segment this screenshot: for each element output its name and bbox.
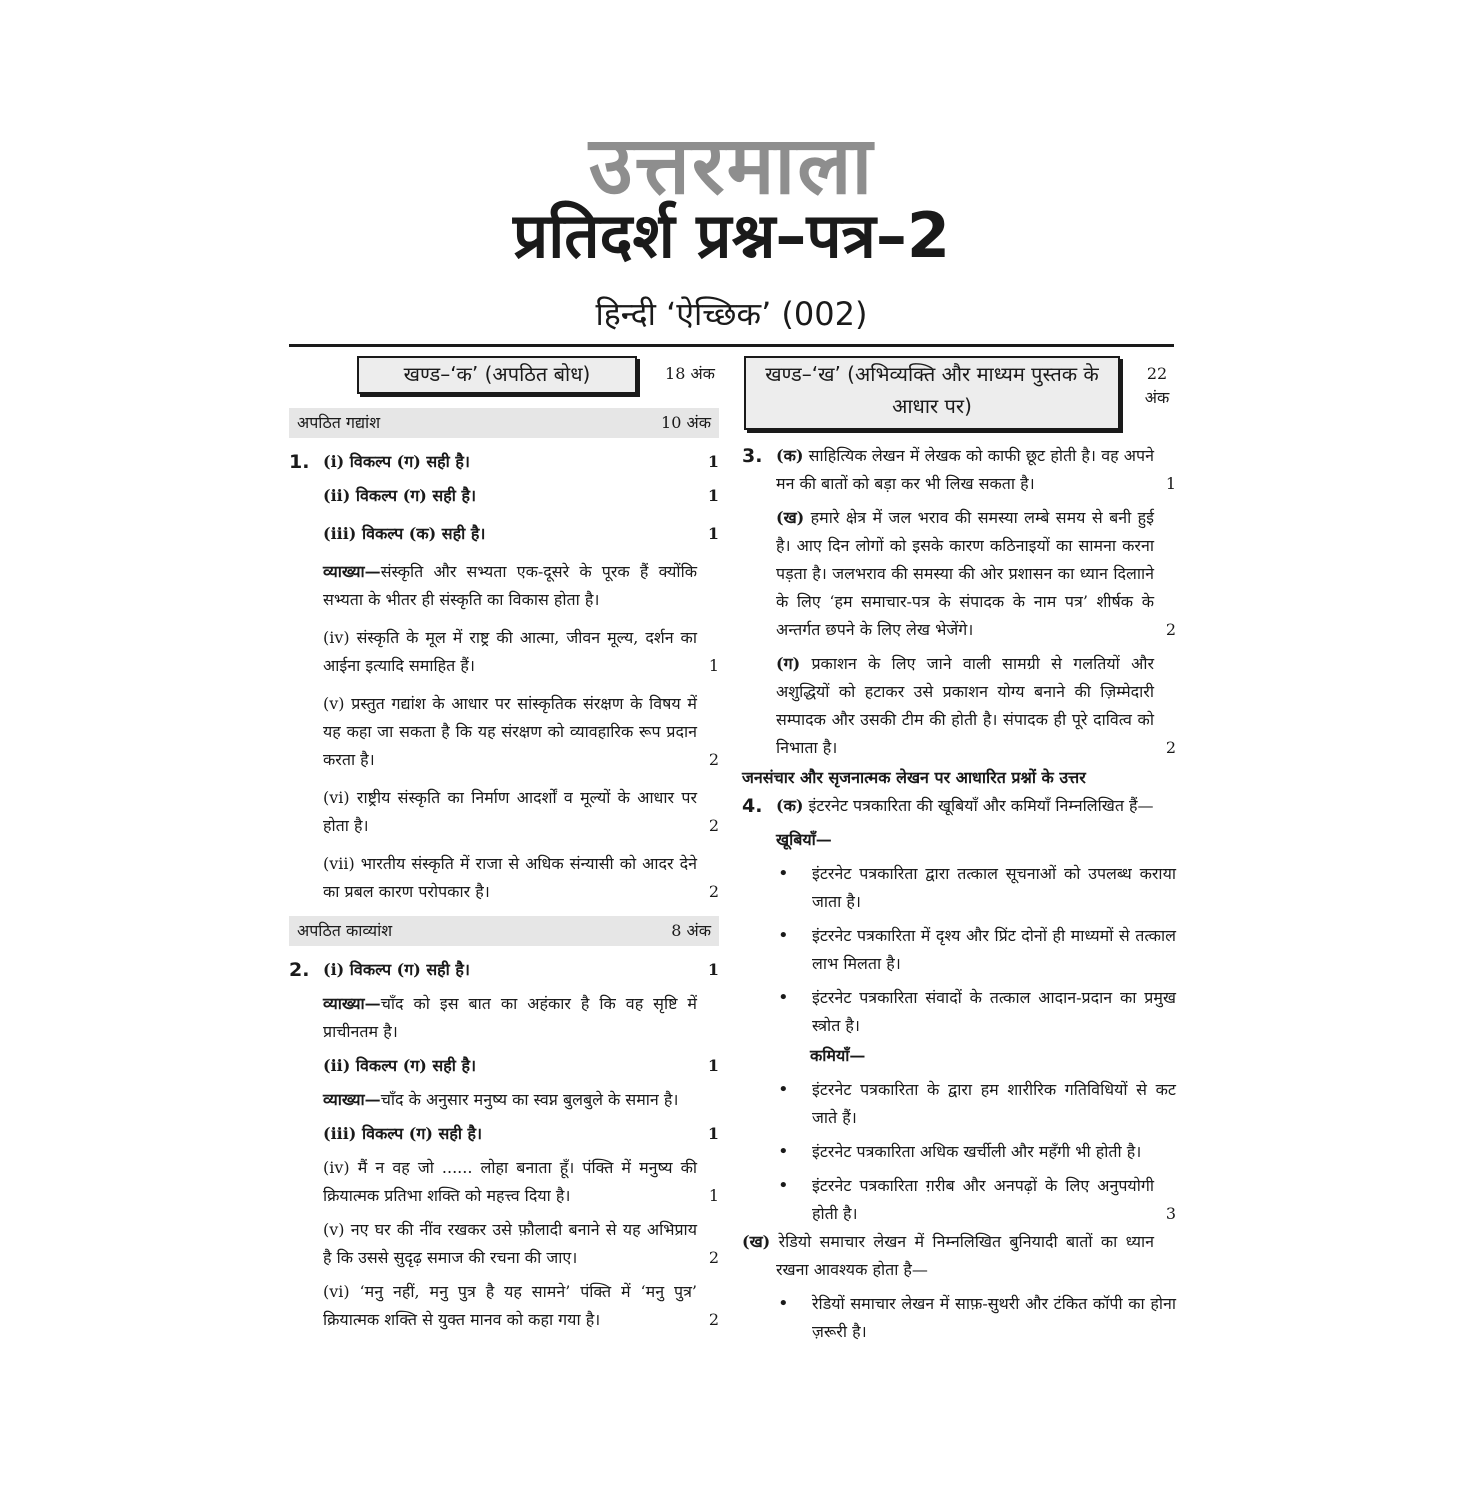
page-title: उत्तरमाला (588, 119, 875, 212)
bullet-icon: • (778, 1079, 789, 1100)
list-item: • इंटरनेट पत्रकारिता द्वारा तत्काल सूचनाओं को उपलब्ध कराया जाता है। (776, 860, 1176, 916)
answer-line: (vi) राष्ट्रीय संस्कृति का निर्माण आदर्शों व मूल्यों के आधार पर होता है। 2 (323, 784, 719, 840)
section-a-title: खण्ड–‘क’ (अपठित बोध) (357, 356, 637, 394)
marks: 2 (1165, 738, 1176, 757)
unseen-poem-band (289, 916, 719, 946)
pros-list (742, 860, 1176, 1040)
bullet-icon: • (778, 987, 789, 1008)
marks: 1 (707, 1124, 719, 1143)
answer-part: (ख) हमारे क्षेत्र में जल भराव की समस्या लम्बे समय से बनी हुई है। आए दिन लोगों को इसके कारण कठिनाइयों का सामना करना पड़ता है। जलभराव की समस्या की ओर प्रशासन का ध्यान दिलााने के लिए ‘हम समाचार-पत्र के संपादक के नाम पत्र’ शीर्षक के अन्तर्गत छपने के लिए लेख भेजेंगे। 2 (776, 504, 1176, 644)
question-number: 3. (742, 445, 763, 467)
section-b-marks: 22 अंक (1144, 364, 1170, 407)
left-column (289, 350, 719, 1334)
marks: 1 (708, 656, 719, 675)
answer-line: (v) प्रस्तुत गद्यांश के आधार पर सांस्कृतिक संरक्षण के विषय में यह कहा जा सकता है कि यह संरक्षण को व्यावहारिक रूप प्रदान करता है। 2 (323, 690, 719, 774)
marks: 1 (708, 1186, 719, 1205)
answer-line: (ii) विकल्प (ग) सही है। 1 (323, 1052, 719, 1080)
bullet-icon: • (778, 863, 789, 884)
section-b-title: खण्ड–‘ख’ (अभिव्यक्ति और माध्यम पुस्तक के आधार पर) (744, 356, 1120, 430)
right-column (742, 350, 1176, 1346)
marks: 2 (708, 1248, 719, 1267)
marks: 2 (708, 1310, 719, 1329)
section-a-header (289, 350, 719, 406)
explanation: व्याख्या—चाँद के अनुसार मनुष्य का स्वप्न बुलबुले के समान है। (323, 1090, 679, 1109)
list-item: • रेडियों समाचार लेखन में साफ़-सुथरी और टंकित कॉपी का होना ज़रूरी है। (776, 1290, 1176, 1346)
answer-part: (ख) रेडियो समाचार लेखन में निम्नलिखित बुनियादी बातों का ध्यान रखना आवश्यक होता है— (742, 1232, 1154, 1279)
band-label: अपठित काव्यांश (297, 921, 393, 940)
section-heading: जनसंचार और सृजनात्मक लेखन पर आधारित प्रश्नों के उत्तर (742, 768, 1086, 787)
answer-line: (iv) संस्कृति के मूल में राष्ट्र की आत्मा, जीवन मूल्य, दर्शन का आईना इत्यादि समाहित हैं। 1 (323, 624, 719, 680)
question-number: 1. (289, 451, 310, 473)
answer-line: (iv) मैं न वह जो ...... लोहा बनाता हूँ। पंक्ति में मनुष्य की क्रियात्मक प्रतिभा शक्ति को महत्त्व दिया है। 1 (323, 1154, 719, 1210)
question-number: 2. (289, 959, 310, 981)
bullet-icon: • (778, 1175, 789, 1196)
question-4 (742, 792, 1176, 820)
pros-heading: खूबियाँ— (776, 830, 832, 849)
marks: 1 (707, 1056, 719, 1075)
unseen-prose-band (289, 408, 719, 438)
section-a-marks: 18 अंक (665, 364, 715, 383)
radio-list (742, 1290, 1176, 1346)
cons-list (742, 1076, 1176, 1228)
question-2 (289, 956, 719, 1334)
band-marks: 8 अंक (671, 921, 711, 940)
subject-title: हिन्दी ‘ऐच्छिक’ (002) (595, 295, 868, 333)
band-marks: 10 अंक (661, 413, 711, 432)
marks: 1 (707, 486, 719, 505)
page-subtitle: प्रतिदर्श प्रश्न–पत्र–2 (512, 199, 951, 272)
explanation: व्याख्या—संस्कृति और सभ्यता एक-दूसरे के पूरक हैं क्योंकि सभ्यता के भीतर ही संस्कृति का विकास होता है। (323, 562, 697, 609)
answer-line: (ii) विकल्प (ग) सही है। 1 (323, 482, 719, 510)
marks: 1 (707, 524, 719, 543)
bullet-icon: • (778, 925, 789, 946)
marks: 1 (707, 960, 719, 979)
list-item: • इंटरनेट पत्रकारिता में दृश्य और प्रिंट दोनों ही माध्यमों से तत्काल लाभ मिलता है। (776, 922, 1176, 978)
list-item: • इंटरनेट पत्रकारिता संवादों के तत्काल आदान-प्रदान का प्रमुख स्त्रोत है। (776, 984, 1176, 1040)
explanation: व्याख्या—चाँद को इस बात का अहंकार है कि वह सृष्टि में प्राचीनतम है। (323, 994, 697, 1041)
marks: 3 (1165, 1204, 1176, 1223)
marks: 2 (1165, 620, 1176, 639)
question-number: 4. (742, 795, 763, 817)
answer-line: (i) विकल्प (ग) सही है। 1 (323, 448, 719, 476)
section-b-header (742, 350, 1176, 442)
marks: 2 (708, 750, 719, 769)
question-3 (742, 442, 1176, 762)
band-label: अपठित गद्यांश (297, 413, 381, 432)
bullet-icon: • (778, 1141, 789, 1162)
header-divider (289, 344, 1174, 347)
list-item: • इंटरनेट पत्रकारिता के द्वारा हम शारीरिक गतिविधियों से कट जाते हैं। (776, 1076, 1176, 1132)
marks: 2 (708, 816, 719, 835)
marks: 1 (1165, 474, 1176, 493)
list-item: • इंटरनेट पत्रकारिता अधिक खर्चीली और महँगी भी होती है। (776, 1138, 1176, 1166)
marks: 1 (707, 452, 719, 471)
list-item: • इंटरनेट पत्रकारिता ग़रीब और अनपढ़ों के लिए अनुपयोगी होती है। 3 (776, 1172, 1176, 1228)
answer-line: (iii) विकल्प (क) सही है। 1 (323, 520, 719, 548)
answer-part: (क) साहित्यिक लेखन में लेखक को काफी छूट होती है। वह अपने मन की बातों को बड़ा कर भी लिख सकता है। 1 (776, 442, 1176, 498)
question-1 (289, 448, 719, 906)
answer-line: (v) नए घर की नींव रखकर उसे फ़ौलादी बनाने से यह अभिप्राय है कि उससे सुदृढ़ समाज की रचना की जाए। 2 (323, 1216, 719, 1272)
answer-part: (ग) प्रकाशन के लिए जाने वाली सामग्री से गलतियों और अशुद्धियों को हटाकर उसे प्रकाशन योग्य बनाने की ज़िम्मेदारी सम्पादक और उसकी टीम की होती है। संपादक ही पूरे दावित्व को निभाता है। 2 (776, 650, 1176, 762)
answer-line: (vii) भारतीय संस्कृति में राजा से अधिक संन्यासी को आदर देने का प्रबल कारण परोपकार है। 2 (323, 850, 719, 906)
marks: 2 (708, 882, 719, 901)
bullet-icon: • (778, 1293, 789, 1314)
answer-line: (iii) विकल्प (ग) सही है। 1 (323, 1120, 719, 1148)
answer-line: (i) विकल्प (ग) सही है। 1 (323, 956, 719, 984)
answer-part: (क) इंटरनेट पत्रकारिता की खूबियाँ और कमियाँ निम्नलिखित हैं— (776, 796, 1154, 815)
answer-line: (vi) ‘मनु नहीं, मनु पुत्र है यह सामने’ पंक्ति में ‘मनु पुत्र’ क्रियात्मक शक्ति से युक्त मानव को कहा गया है। 2 (323, 1278, 719, 1334)
cons-heading: कमियाँ— (810, 1046, 866, 1065)
